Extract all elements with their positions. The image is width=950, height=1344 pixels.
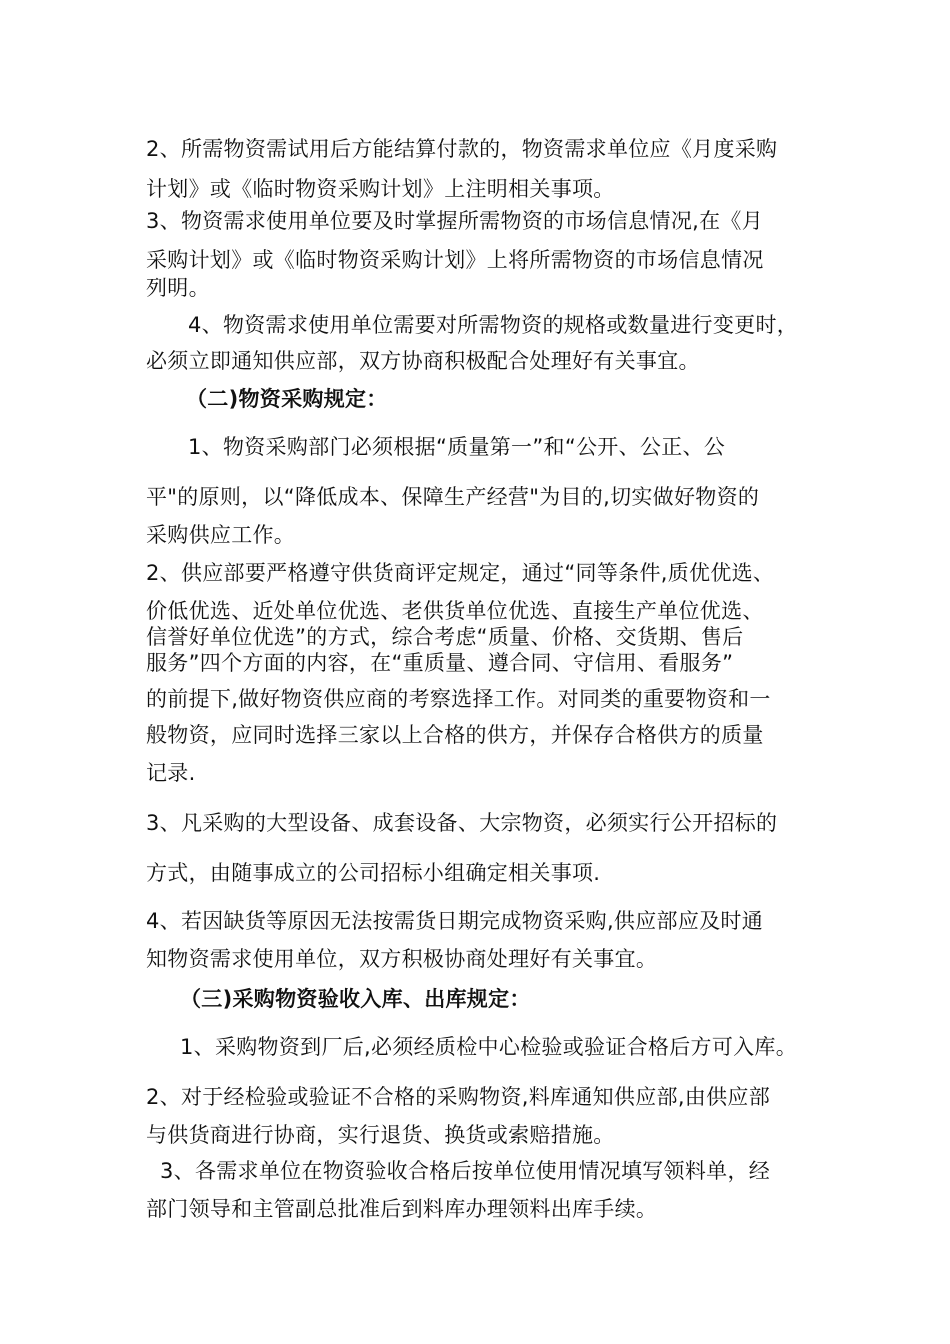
text-line: 3、凡采购的大型设备、成套设备、大宗物资，必须实行公开招标的 <box>146 811 778 835</box>
text-line: 价低优选、近处单位优选、老供货单位优选、直接生产单位优选、 <box>146 599 764 623</box>
text-line: 记录. <box>146 761 196 785</box>
text-line: 服务”四个方面的内容，在“重质量、遵合同、守信用、看服务” <box>146 651 734 675</box>
text-line: 部门领导和主管副总批准后到料库办理领料出库手续。 <box>146 1197 658 1221</box>
text-line: 方式，由随事成立的公司招标小组确定相关事项. <box>146 861 601 885</box>
text-line: 2、供应部要严格遵守供货商评定规定，通过“同等条件,质优优选、 <box>146 561 775 585</box>
text-line: 般物资，应同时选择三家以上合格的供方，并保存合格供方的质量 <box>146 723 764 747</box>
text-line: 采购计划》或《临时物资采购计划》上将所需物资的市场信息情况 <box>146 248 764 272</box>
text-line: 必须立即通知供应部，双方协商积极配合处理好有关事宜。 <box>146 349 700 373</box>
text-line: 平"的原则，以“降低成本、保障生产经营"为目的,切实做好物资的 <box>146 485 760 509</box>
text-line: 列明。 <box>146 276 210 300</box>
text-line: 1、采购物资到厂后,必须经质检中心检验或验证合格后方可入库。 <box>180 1035 798 1059</box>
text-line: 知物资需求使用单位，双方积极协商处理好有关事宜。 <box>146 947 658 971</box>
text-line: 4、物资需求使用单位需要对所需物资的规格或数量进行变更时， <box>188 313 799 337</box>
text-line: 计划》或《临时物资采购计划》上注明相关事项。 <box>146 177 615 201</box>
text-line: 的前提下,做好物资供应商的考察选择工作。对同类的重要物资和一 <box>146 687 771 711</box>
text-line: 3、各需求单位在物资验收合格后按单位使用情况填写领料单，经 <box>160 1159 771 1183</box>
section-heading: （三)采购物资验收入库、出库规定： <box>180 987 531 1011</box>
section-heading: （二)物资采购规定： <box>186 387 388 411</box>
text-line: 2、对于经检验或验证不合格的采购物资,料库通知供应部,由供应部 <box>146 1085 771 1109</box>
text-line: 采购供应工作。 <box>146 523 296 547</box>
text-line: 信誉好单位优选”的方式，综合考虑“质量、价格、交货期、售后 <box>146 625 744 649</box>
text-line: 与供货商进行协商，实行退货、换货或索赔措施。 <box>146 1123 615 1147</box>
text-line: 4、若因缺货等原因无法按需货日期完成物资采购,供应部应及时通 <box>146 909 764 933</box>
text-line: 2、所需物资需试用后方能结算付款的，物资需求单位应《月度采购 <box>146 137 778 161</box>
text-line: 3、物资需求使用单位要及时掌握所需物资的市场信息情况,在《月 <box>146 209 764 233</box>
text-line: 1、物资采购部门必须根据“质量第一”和“公开、公正、公 <box>188 435 726 459</box>
